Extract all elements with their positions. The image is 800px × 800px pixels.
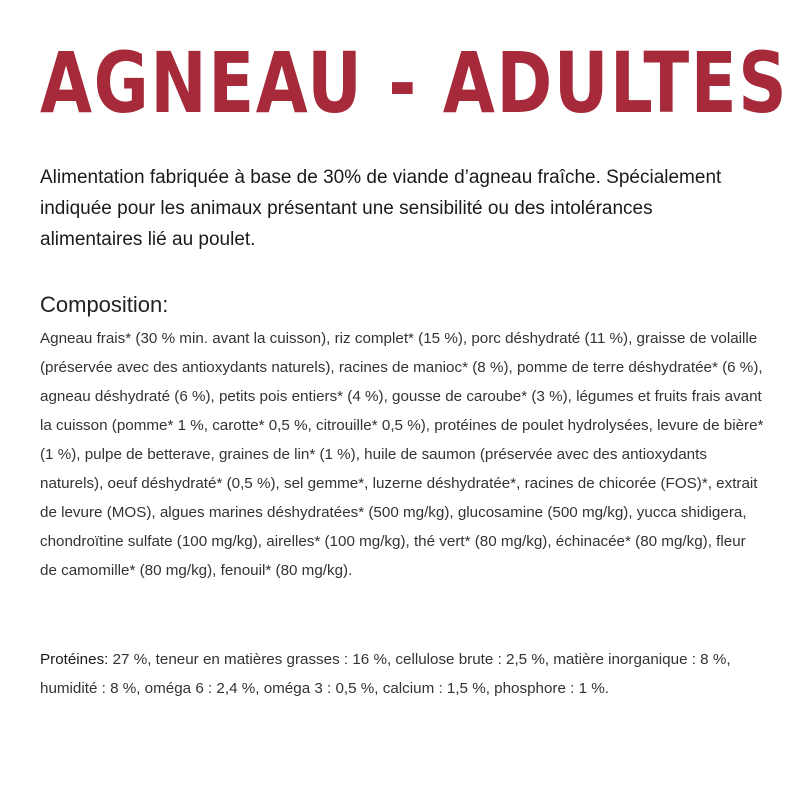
composition-heading: Composition:	[40, 292, 169, 317]
composition-text: Agneau frais* (30 % min. avant la cuisson), riz complet* (15 %), porc déshydraté (11 %), graisse de volaille (préservée avec des antioxydants naturels), racines de manioc* (8 %), pomme de terre déshydratée* (6 %), agneau déshydraté (6 %), petits pois entiers* (4 %), gousse de caroube* (3 %), légumes et fruits frais avant la cuisson (pomme* 1 %, carotte* 0,5 %, citrouille* 0,5 %), protéines de poulet hydrolysées, levure de bière* (1 %), pulpe de betterave, graines de lin* (1 %), huile de saumon (préservée avec des antioxydants naturels), oeuf déshydraté* (0,5 %), sel gemme*, luzerne déshydratée*, racines de chicorée (FOS)*, extrait de levure (MOS), algues marines déshydratées* (500 mg/kg), glucosamine (500 mg/kg), yucca shidigera, chondroïtine sulfate (100 mg/kg), airelles* (100 mg/kg), thé vert* (80 mg/kg), échinacée* (80 mg/kg), fleur de camomille* (80 mg/kg), fenouil* (80 mg/kg).	[40, 330, 764, 579]
page-title: AGNEAU - ADULTES	[40, 34, 789, 132]
analysis-text: 27 %, teneur en matières grasses : 16 %, cellulose brute : 2,5 %, matière inorganique : 8 %, humidité : 8 %, oméga 6 : 2,4 %, oméga 3 : 0,5 %, calcium : 1,5 %, phosphore : 1 %.	[40, 651, 731, 697]
analysis-label: Protéines:	[40, 651, 109, 668]
product-intro: Alimentation fabriquée à base de 30% de viande d’agneau fraîche. Spécialement indiquée pour les animaux présentant une sensibilité ou des intolérances alimentaires lié au poulet.	[40, 167, 722, 250]
analytical-constituents	[40, 645, 765, 703]
